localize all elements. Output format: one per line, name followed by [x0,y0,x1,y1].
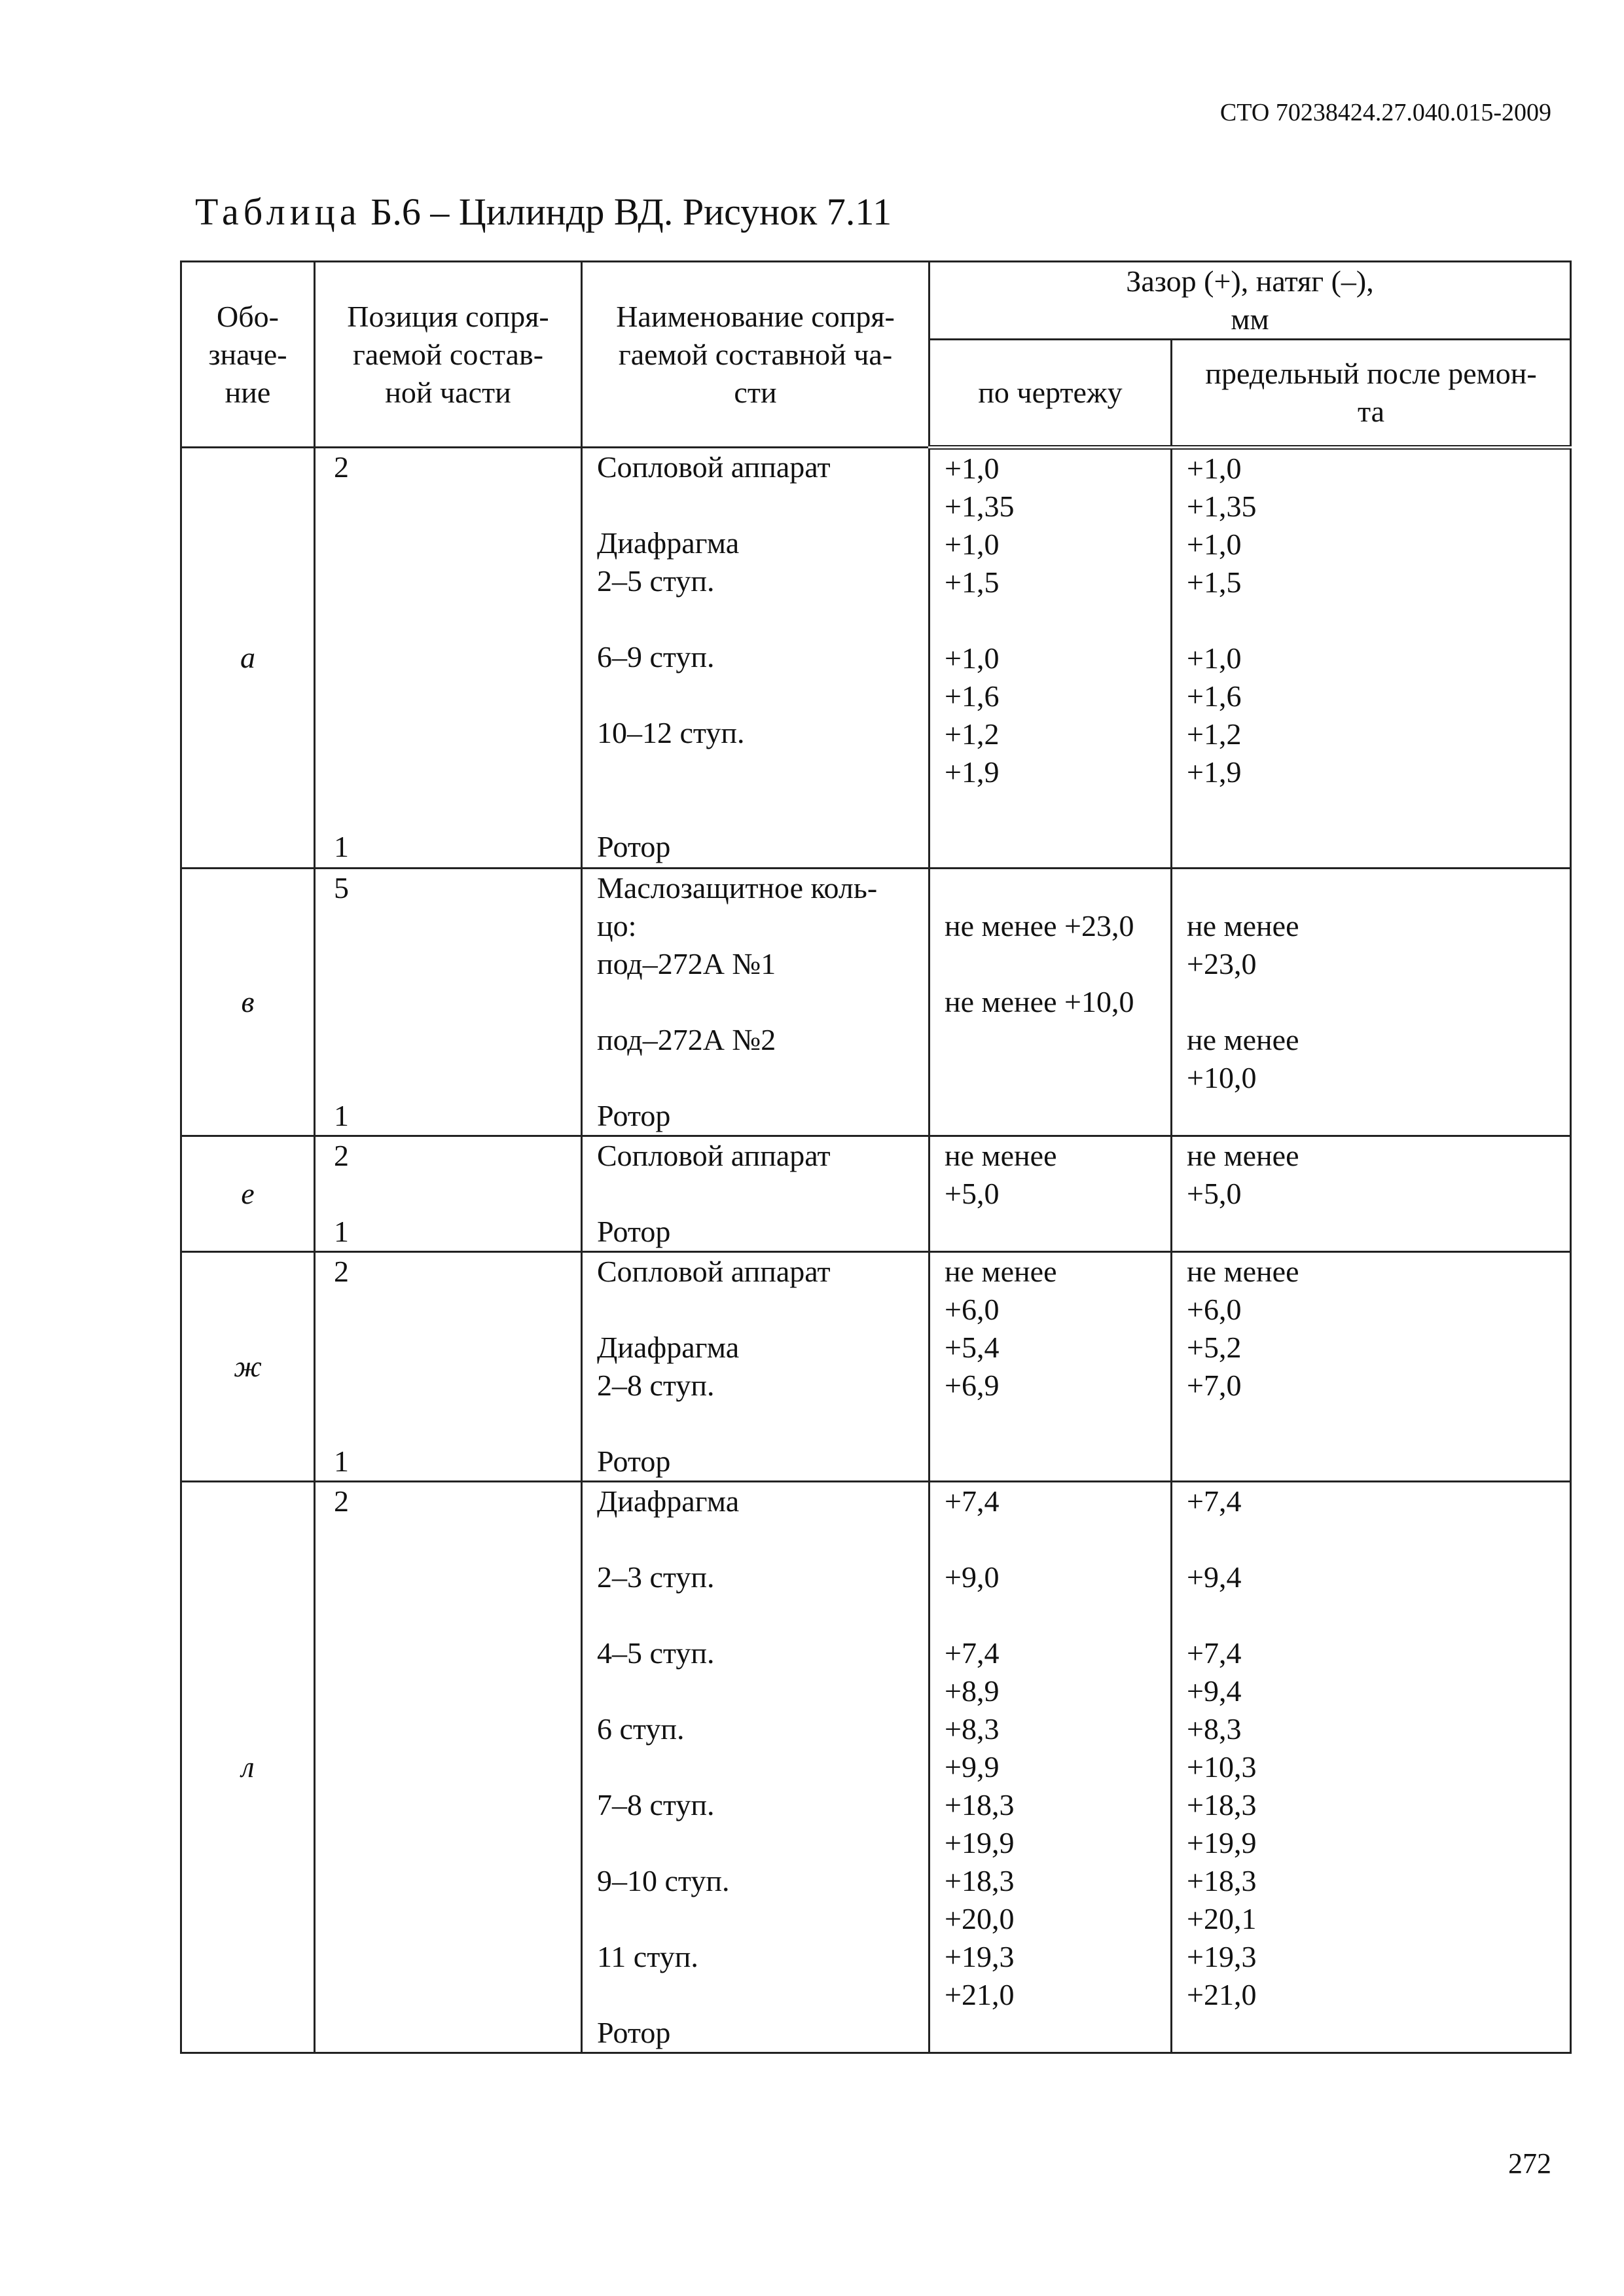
by-drawing-line: +19,9 [945,1826,1015,1859]
by-drawing-line [945,2014,1156,2052]
designation-cell: а [181,448,315,869]
part-name-line: 7–8 ступ. [597,1788,715,1821]
position-line: 1 [334,830,349,863]
position-line [334,600,566,638]
limit-after-repair-cell [1172,1482,1571,2053]
by-drawing-line [945,1021,1156,1059]
by-drawing-line [945,1520,1156,1558]
position-line [334,1862,566,1900]
position-line [334,1175,566,1213]
part-name-line: Ротор [597,1099,671,1132]
position-line: 1 [334,1215,349,1248]
position-line [334,1059,566,1097]
part-name-line: Диафрагма [597,1484,740,1518]
position-line [334,714,566,752]
part-name-line [597,1291,914,1329]
position-line [334,1329,566,1367]
by-drawing-line: +7,4 [945,1484,1000,1518]
by-drawing-line: +9,9 [945,1750,1000,1784]
by-drawing-line: +7,4 [945,1636,1000,1670]
by-drawing-line: не менее [945,1139,1057,1172]
by-drawing-line: +9,0 [945,1560,1000,1594]
by-drawing-line [945,1059,1156,1097]
header-position: Позиция сопря- гаемой состав- ной части [315,262,582,448]
limit-after-repair-line: +5,0 [1187,1177,1242,1210]
by-drawing-line [945,1443,1156,1480]
limit-after-repair-cell [1172,1252,1571,1482]
position-cell [315,448,582,869]
by-drawing-line: +6,9 [945,1369,1000,1402]
by-drawing-line: +1,0 [945,641,1000,675]
limit-after-repair-line [1187,829,1555,867]
position-line: 2 [334,1255,349,1288]
part-name-line [597,1175,914,1213]
limit-after-repair-line: +9,4 [1187,1560,1242,1594]
by-drawing-line: +21,0 [945,1978,1015,2011]
position-line [334,1596,566,1634]
limit-after-repair-line: +1,2 [1187,717,1242,751]
by-drawing-line [945,829,1156,867]
position-line [334,2014,566,2052]
limit-after-repair-line: не менее [1187,1023,1299,1056]
part-name-line: 2–5 ступ. [597,564,715,598]
limit-after-repair-line [1187,1596,1555,1634]
designation-cell: в [181,869,315,1136]
part-name-line [597,1748,914,1786]
part-name-line: 6–9 ступ. [597,640,715,673]
table-caption [195,190,892,234]
by-drawing-line [945,945,1156,983]
designation-cell: е [181,1136,315,1252]
limit-after-repair-line [1187,601,1555,639]
limit-after-repair-line [1187,1097,1555,1135]
by-drawing-line: +1,2 [945,717,1000,751]
header-gap-group: Зазор (+), натяг (–), мм [929,262,1571,340]
by-drawing-line: +6,0 [945,1293,1000,1326]
by-drawing-line: +1,0 [945,528,1000,561]
limit-after-repair-line: +1,35 [1187,490,1257,523]
position-line [334,1786,566,1824]
part-name-line [597,600,914,638]
part-name-line: Маслозащитное коль- [597,871,878,905]
caption-prefix: Таблица [195,190,361,233]
position-line [334,1558,566,1596]
position-line [334,676,566,714]
by-drawing-line [945,601,1156,639]
limit-after-repair-line [1187,1405,1555,1443]
position-line: 2 [334,1139,349,1172]
position-cell [315,1482,582,2053]
part-name-line: Ротор [597,830,671,863]
position-line [334,1976,566,2014]
limit-after-repair-line: +1,0 [1187,528,1242,561]
position-line [334,1405,566,1443]
by-drawing-line [945,1213,1156,1251]
limit-after-repair-line: +18,3 [1187,1788,1257,1821]
position-line [334,1634,566,1672]
table-row [181,1252,1571,1482]
part-name-line: Диафрагма [597,1331,740,1364]
by-drawing-cell [929,1252,1172,1482]
position-cell [315,1136,582,1252]
by-drawing-line: не менее +23,0 [945,909,1134,942]
limit-after-repair-line: не менее [1187,1139,1299,1172]
limit-after-repair-line: +1,6 [1187,679,1242,713]
part-name-line: Сопловой аппарат [597,1139,831,1172]
limit-after-repair-line: +10,0 [1187,1061,1257,1094]
by-drawing-line: не менее +10,0 [945,985,1134,1018]
part-name-cell [582,448,929,869]
part-name-cell [582,1136,929,1252]
limit-after-repair-line: +19,9 [1187,1826,1257,1859]
by-drawing-cell [929,1136,1172,1252]
limit-after-repair-line [1187,1213,1555,1251]
part-name-line [597,1672,914,1710]
part-name-line [597,790,914,828]
position-line: 1 [334,1099,349,1132]
position-line [334,1367,566,1405]
part-name-line [597,1976,914,2014]
part-name-line: цо: [597,909,637,942]
part-name-line: 9–10 ступ. [597,1864,730,1897]
part-name-line: Ротор [597,1444,671,1478]
position-line [334,790,566,828]
limit-after-repair-cell [1172,1136,1571,1252]
by-drawing-cell [929,448,1172,869]
by-drawing-line: +18,3 [945,1864,1015,1897]
part-name-cell [582,1252,929,1482]
part-name-line [597,1824,914,1862]
limit-after-repair-line: +5,2 [1187,1331,1242,1364]
position-line [334,752,566,790]
part-name-line: Сопловой аппарат [597,1255,831,1288]
position-line [334,486,566,524]
position-line [334,562,566,600]
page-number: 272 [1508,2147,1551,2179]
position-line [334,1710,566,1748]
limit-after-repair-line [1187,791,1555,829]
position-line [334,945,566,983]
limit-after-repair-line [1187,869,1555,907]
by-drawing-cell [929,1482,1172,2053]
limit-after-repair-line: +21,0 [1187,1978,1257,2011]
limit-after-repair-line: +19,3 [1187,1940,1257,1973]
position-line [334,907,566,945]
table-row [181,1482,1571,2053]
position-line [334,1291,566,1329]
limit-after-repair-line: +18,3 [1187,1864,1257,1897]
by-drawing-line [945,1097,1156,1135]
caption-text: Б.6 – Цилиндр ВД. Рисунок 7.11 [361,190,892,233]
by-drawing-line: +19,3 [945,1940,1015,1973]
by-drawing-line: +1,5 [945,565,1000,599]
header-name: Наименование сопря- гаемой составной ча- сти [582,262,929,448]
limit-after-repair-line: +6,0 [1187,1293,1242,1326]
document-code: СТО 70238424.27.040.015-2009 [1219,99,1551,126]
position-line [334,1938,566,1976]
part-name-line: Диафрагма [597,526,740,560]
position-line [334,1748,566,1786]
part-name-line: 2–3 ступ. [597,1560,715,1594]
limit-after-repair-line: +1,0 [1187,452,1242,485]
designation-cell: ж [181,1252,315,1482]
position-line [334,638,566,676]
part-name-line: Ротор [597,1215,671,1248]
part-name-cell [582,1482,929,2053]
part-name-line: Сопловой аппарат [597,450,831,484]
by-drawing-line: +20,0 [945,1902,1015,1935]
limit-after-repair-line: +1,5 [1187,565,1242,599]
limit-after-repair-cell [1172,448,1571,869]
designation-cell: л [181,1482,315,2053]
part-name-line [597,1405,914,1443]
by-drawing-line: +8,9 [945,1674,1000,1708]
part-name-line [597,1520,914,1558]
by-drawing-line: +8,3 [945,1712,1000,1746]
position-line: 1 [334,1444,349,1478]
limit-after-repair-line: +20,1 [1187,1902,1257,1935]
part-name-line [597,486,914,524]
limit-after-repair-line: не менее [1187,909,1299,942]
limit-after-repair-line: +1,9 [1187,755,1242,789]
part-name-line: под–272А №2 [597,1023,776,1056]
by-drawing-line: +1,35 [945,490,1015,523]
part-name-cell [582,869,929,1136]
limit-after-repair-line [1187,1443,1555,1480]
part-name-line: Ротор [597,2016,671,2049]
position-line [334,1672,566,1710]
by-drawing-line [945,1596,1156,1634]
part-name-line [597,1059,914,1097]
by-drawing-line: +18,3 [945,1788,1015,1821]
header-designation: Обо- значе- ние [181,262,315,448]
position-line [334,1824,566,1862]
part-name-line: 2–8 ступ. [597,1369,715,1402]
by-drawing-line: +5,0 [945,1177,1000,1210]
limit-after-repair-cell [1172,869,1571,1136]
position-line [334,1520,566,1558]
by-drawing-line [945,1405,1156,1443]
header-limit-after-repair: предельный после ремон- та [1172,340,1571,448]
part-name-line: 4–5 ступ. [597,1636,715,1670]
limit-after-repair-line: +7,4 [1187,1636,1242,1670]
by-drawing-line [945,791,1156,829]
part-name-line: 11 ступ. [597,1940,698,1973]
position-line: 2 [334,450,349,484]
table-body [181,448,1571,2053]
limit-after-repair-line: +10,3 [1187,1750,1257,1784]
limit-after-repair-line [1187,1520,1555,1558]
by-drawing-cell [929,869,1172,1136]
by-drawing-line [945,869,1156,907]
part-name-line [597,676,914,714]
limit-after-repair-line: +7,4 [1187,1484,1242,1518]
part-name-line [597,983,914,1021]
position-line [334,1900,566,1938]
position-cell [315,869,582,1136]
by-drawing-line: +1,6 [945,679,1000,713]
table-row [181,869,1571,1136]
limit-after-repair-line: +1,0 [1187,641,1242,675]
limit-after-repair-line [1187,983,1555,1021]
limit-after-repair-line [1187,2014,1555,2052]
part-name-line: 6 ступ. [597,1712,685,1746]
by-drawing-line: +1,9 [945,755,1000,789]
limit-after-repair-line: +7,0 [1187,1369,1242,1402]
limit-after-repair-line: +9,4 [1187,1674,1242,1708]
by-drawing-line: +5,4 [945,1331,1000,1364]
limit-after-repair-line: не менее [1187,1255,1299,1288]
position-line [334,983,566,1021]
limit-after-repair-line: +23,0 [1187,947,1257,980]
position-cell [315,1252,582,1482]
header-by-drawing: по чертежу [929,340,1172,448]
by-drawing-line: не менее [945,1255,1057,1288]
clearance-table [180,260,1572,2054]
part-name-line [597,1596,914,1634]
position-line [334,1021,566,1059]
position-line [334,524,566,562]
part-name-line: 10–12 ступ. [597,716,745,749]
part-name-line: под–272А №1 [597,947,776,980]
position-line: 2 [334,1484,349,1518]
part-name-line [597,752,914,790]
by-drawing-line: +1,0 [945,452,1000,485]
limit-after-repair-line: +8,3 [1187,1712,1242,1746]
position-line: 5 [334,871,349,905]
part-name-line [597,1900,914,1938]
table-row [181,448,1571,869]
table-row [181,1136,1571,1252]
